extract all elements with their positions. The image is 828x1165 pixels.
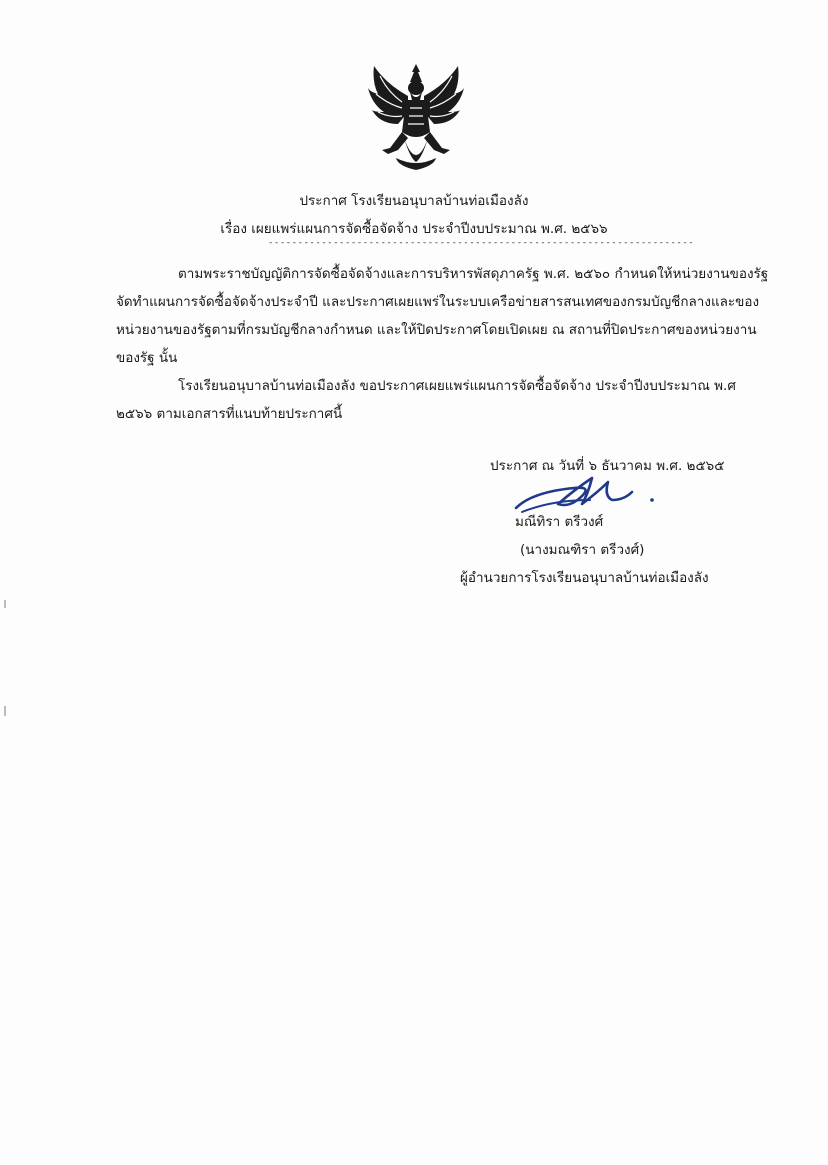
scan-mark	[4, 706, 6, 716]
signer-position: ผู้อำนวยการโรงเรียนอนุบาลบ้านท่อเมืองลัง	[460, 570, 709, 586]
title-line-1: ประกาศ โรงเรียนอนุบาลบ้านท่อเมืองลัง	[299, 193, 529, 209]
announcement-title	[0, 187, 828, 243]
paragraph-1-line-3: หน่วยงานของรัฐตามที่กรมบัญชีกลางกำหนด และให้ปิดประกาศโดยเปิดเผย ณ สถานที่ปิดประกาศของหน่วยงาน	[116, 322, 757, 338]
announcement-date: ประกาศ ณ วันที่ ๖ ธันวาคม พ.ศ. ๒๕๖๕	[490, 458, 725, 474]
paragraph-1-line-4: ของรัฐ นั้น	[116, 350, 178, 366]
paragraph-1-line-2: จัดทำแผนการจัดซื้อจัดจ้างประจำปี และประกาศเผยแพร่ในระบบเครือข่ายสารสนเทศของกรมบัญชีกลางและของ	[116, 294, 760, 310]
garuda-emblem-icon	[368, 62, 464, 172]
title-separator: ------------------------------------------------------------------------	[268, 238, 695, 248]
paragraph-2-line-1: โรงเรียนอนุบาลบ้านท่อเมืองลัง ขอประกาศเผยแพร่แผนการจัดซื้อจัดจ้าง ประจำปีงบประมาณ พ.ศ	[178, 378, 736, 394]
signer-full-name: (นางมณฑิรา ตรีวงศ์)	[520, 542, 645, 558]
title-line-2: เรื่อง เผยแพร่แผนการจัดซื้อจัดจ้าง ประจำปีงบประมาณ พ.ศ. ๒๕๖๖	[220, 221, 608, 237]
paragraph-1-line-1: ตามพระราชบัญญัติการจัดซื้อจัดจ้างและการบริหารพัสดุภาครัฐ พ.ศ. ๒๕๖๐ กำหนดให้หน่วยงานของรัฐ	[178, 266, 769, 282]
scan-mark	[4, 600, 6, 608]
paragraph-2-line-2: ๒๕๖๖ ตามเอกสารที่แนบท้ายประกาศนี้	[116, 406, 343, 422]
announcement-body	[116, 260, 769, 428]
signed-name: มณีทิรา ตรีวงศ์	[515, 514, 604, 530]
